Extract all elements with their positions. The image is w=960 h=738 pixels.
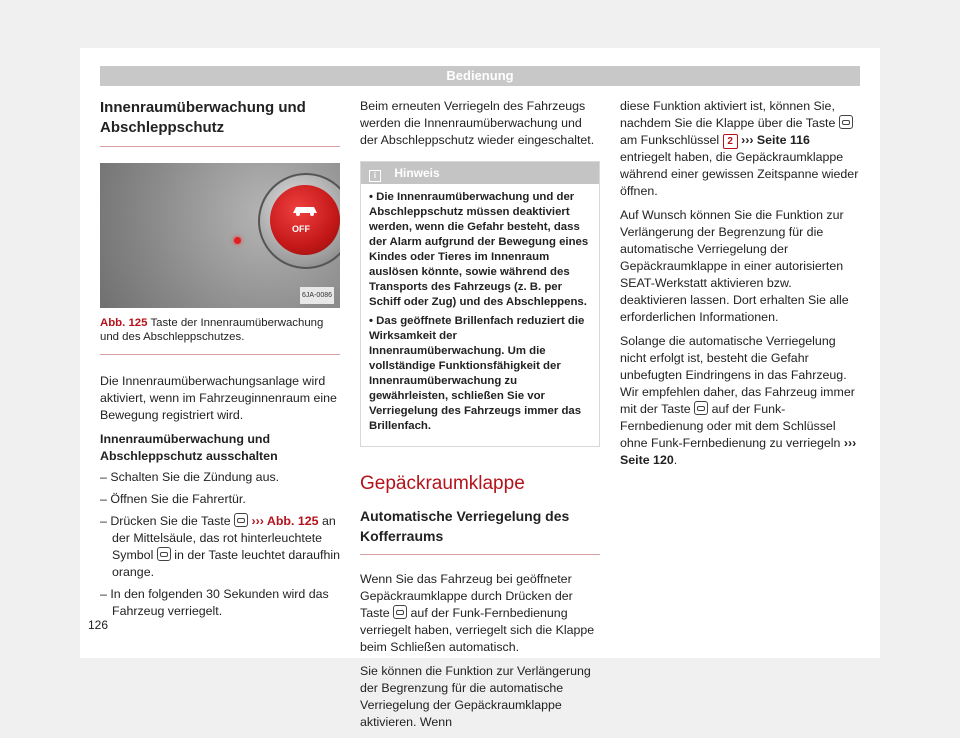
callout-badge: 2 — [723, 134, 738, 149]
note-item: • Die Innenraumüberwachung und der Abschleppschutz müssen deaktiviert werden, wenn die Gefahr besteht, dass der Alarm aufgrund der Bewegung eines Kindes oder Tieres im Innenraum auslösen könnte, sowie während des Transports des Fahrzeugs (z. B. per Schiff oder Zug) und des Abschleppens. — [369, 191, 589, 308]
car-alarm-icon — [290, 203, 320, 217]
alarm-off-button-photo — [270, 185, 340, 255]
note-body — [361, 184, 599, 446]
figure-code: 6JA-0086 — [300, 287, 334, 304]
step-2: – Öffnen Sie die Fahrertür. — [100, 492, 246, 506]
caption-text: Taste der Innenraumüberwachung und des Abschleppschutzes. — [100, 317, 324, 343]
trunk-key-icon — [839, 115, 853, 129]
lock-key-icon — [393, 605, 407, 619]
paragraph: Auf Wunsch können Sie die Funktion zur Verlängerung der Begrenzung für die automatische Verriegelung der Gepäckraumklappe in einer autorisierten SEAT-Werkstatt aktivieren bzw. deaktivieren lassen. Dort erhalten Sie alle erforderlichen Informationen. — [620, 208, 849, 324]
paragraph: Sie können die Funktion zur Verlängerung der Begrenzung für die automatische Verriegelung der Gepäckraumklappe aktivieren. Wenn — [360, 664, 591, 729]
note-item: • Das geöffnete Brillenfach reduziert die Wirksamkeit der Innenraumüberwachung. Um die vollständige Funktionsfähigkeit der Innenraumüberwachung zu gewährleisten, schließen Sie vor Verriegelung des Fahrzeugs immer das Brillenfach. — [369, 315, 585, 432]
step-4: – In den folgenden 30 Sekunden wird das Fahrzeug verriegelt. — [100, 587, 329, 618]
step-3: – Drücken Sie die Taste ››› Abb. 125 an der Mittelsäule, das rot hinterleuchtete Symbol in der Taste leuchtet daraufhin orange. — [100, 514, 341, 579]
figure-alarm-button — [100, 163, 340, 308]
page-header: Bedienung — [100, 66, 860, 86]
paragraph: Wenn Sie das Fahrzeug bei geöffneter Gepäckraumklappe durch Drücken der Taste auf der Funk-Fernbedienung verriegelt haben, verriegelt sich die Klappe beim Schließen automatisch. — [360, 572, 595, 654]
note-title: Hinweis — [394, 166, 440, 180]
section-title: Innenraumüberwachung und Abschleppschutz — [100, 98, 340, 147]
note-box — [360, 161, 600, 447]
info-icon: i — [369, 170, 381, 182]
paragraph: diese Funktion aktiviert ist, können Sie, nachdem Sie die Klappe über die Taste am Funkschlüssel 2 ››› Seite 116 entriegelt haben, die Gepäckraumklappe während einer gewissen Zeitspanne wieder öffnen. — [620, 99, 859, 198]
column-right — [620, 98, 860, 476]
chapter-title: Gepäckraumklappe — [360, 473, 525, 494]
step-1: – Schalten Sie die Zündung aus. — [100, 470, 280, 484]
column-left — [100, 98, 340, 625]
paragraph: Beim erneuten Verriegeln des Fahrzeugs werden die Innenraumüberwachung und der Abschleppschutz wieder eingeschaltet. — [360, 99, 595, 147]
page-number: 126 — [88, 618, 109, 632]
figure-reference-link[interactable]: ››› Abb. 125 — [251, 514, 319, 528]
column-middle — [360, 98, 600, 738]
page-reference-link[interactable]: ››› Seite 116 — [741, 133, 810, 147]
figure-caption — [100, 316, 340, 355]
page-reference-link[interactable]: ››› Seite 120 — [620, 436, 857, 467]
subsection-title: Automatische Verriegelung des Kofferraums — [360, 506, 600, 555]
note-header — [361, 162, 599, 184]
button-off-label: OFF — [292, 224, 310, 234]
paragraph: Solange die automatische Verriegelung nicht erfolgt ist, besteht die Gefahr unbefugten Eindringens in das Fahrzeug. Wir empfehlen daher, das Fahrzeug immer mit der Taste auf der Funk-Fernbedienung oder mit dem Schlüssel ohne Funk-Fernbedienung zu verriegeln ››› Seite 120. — [620, 334, 857, 467]
alarm-symbol-icon — [157, 547, 171, 561]
led-indicator — [234, 237, 241, 244]
alarm-key-icon — [234, 513, 248, 527]
intro-paragraph: Die Innenraumüberwachungsanlage wird aktiviert, wenn im Fahrzeuginnenraum eine Bewegung registriert wird. — [100, 374, 337, 422]
subheading: Innenraumüberwachung und Abschleppschutz ausschalten — [100, 432, 278, 463]
lock-key-icon — [694, 401, 708, 415]
caption-label: Abb. 125 — [100, 317, 148, 329]
